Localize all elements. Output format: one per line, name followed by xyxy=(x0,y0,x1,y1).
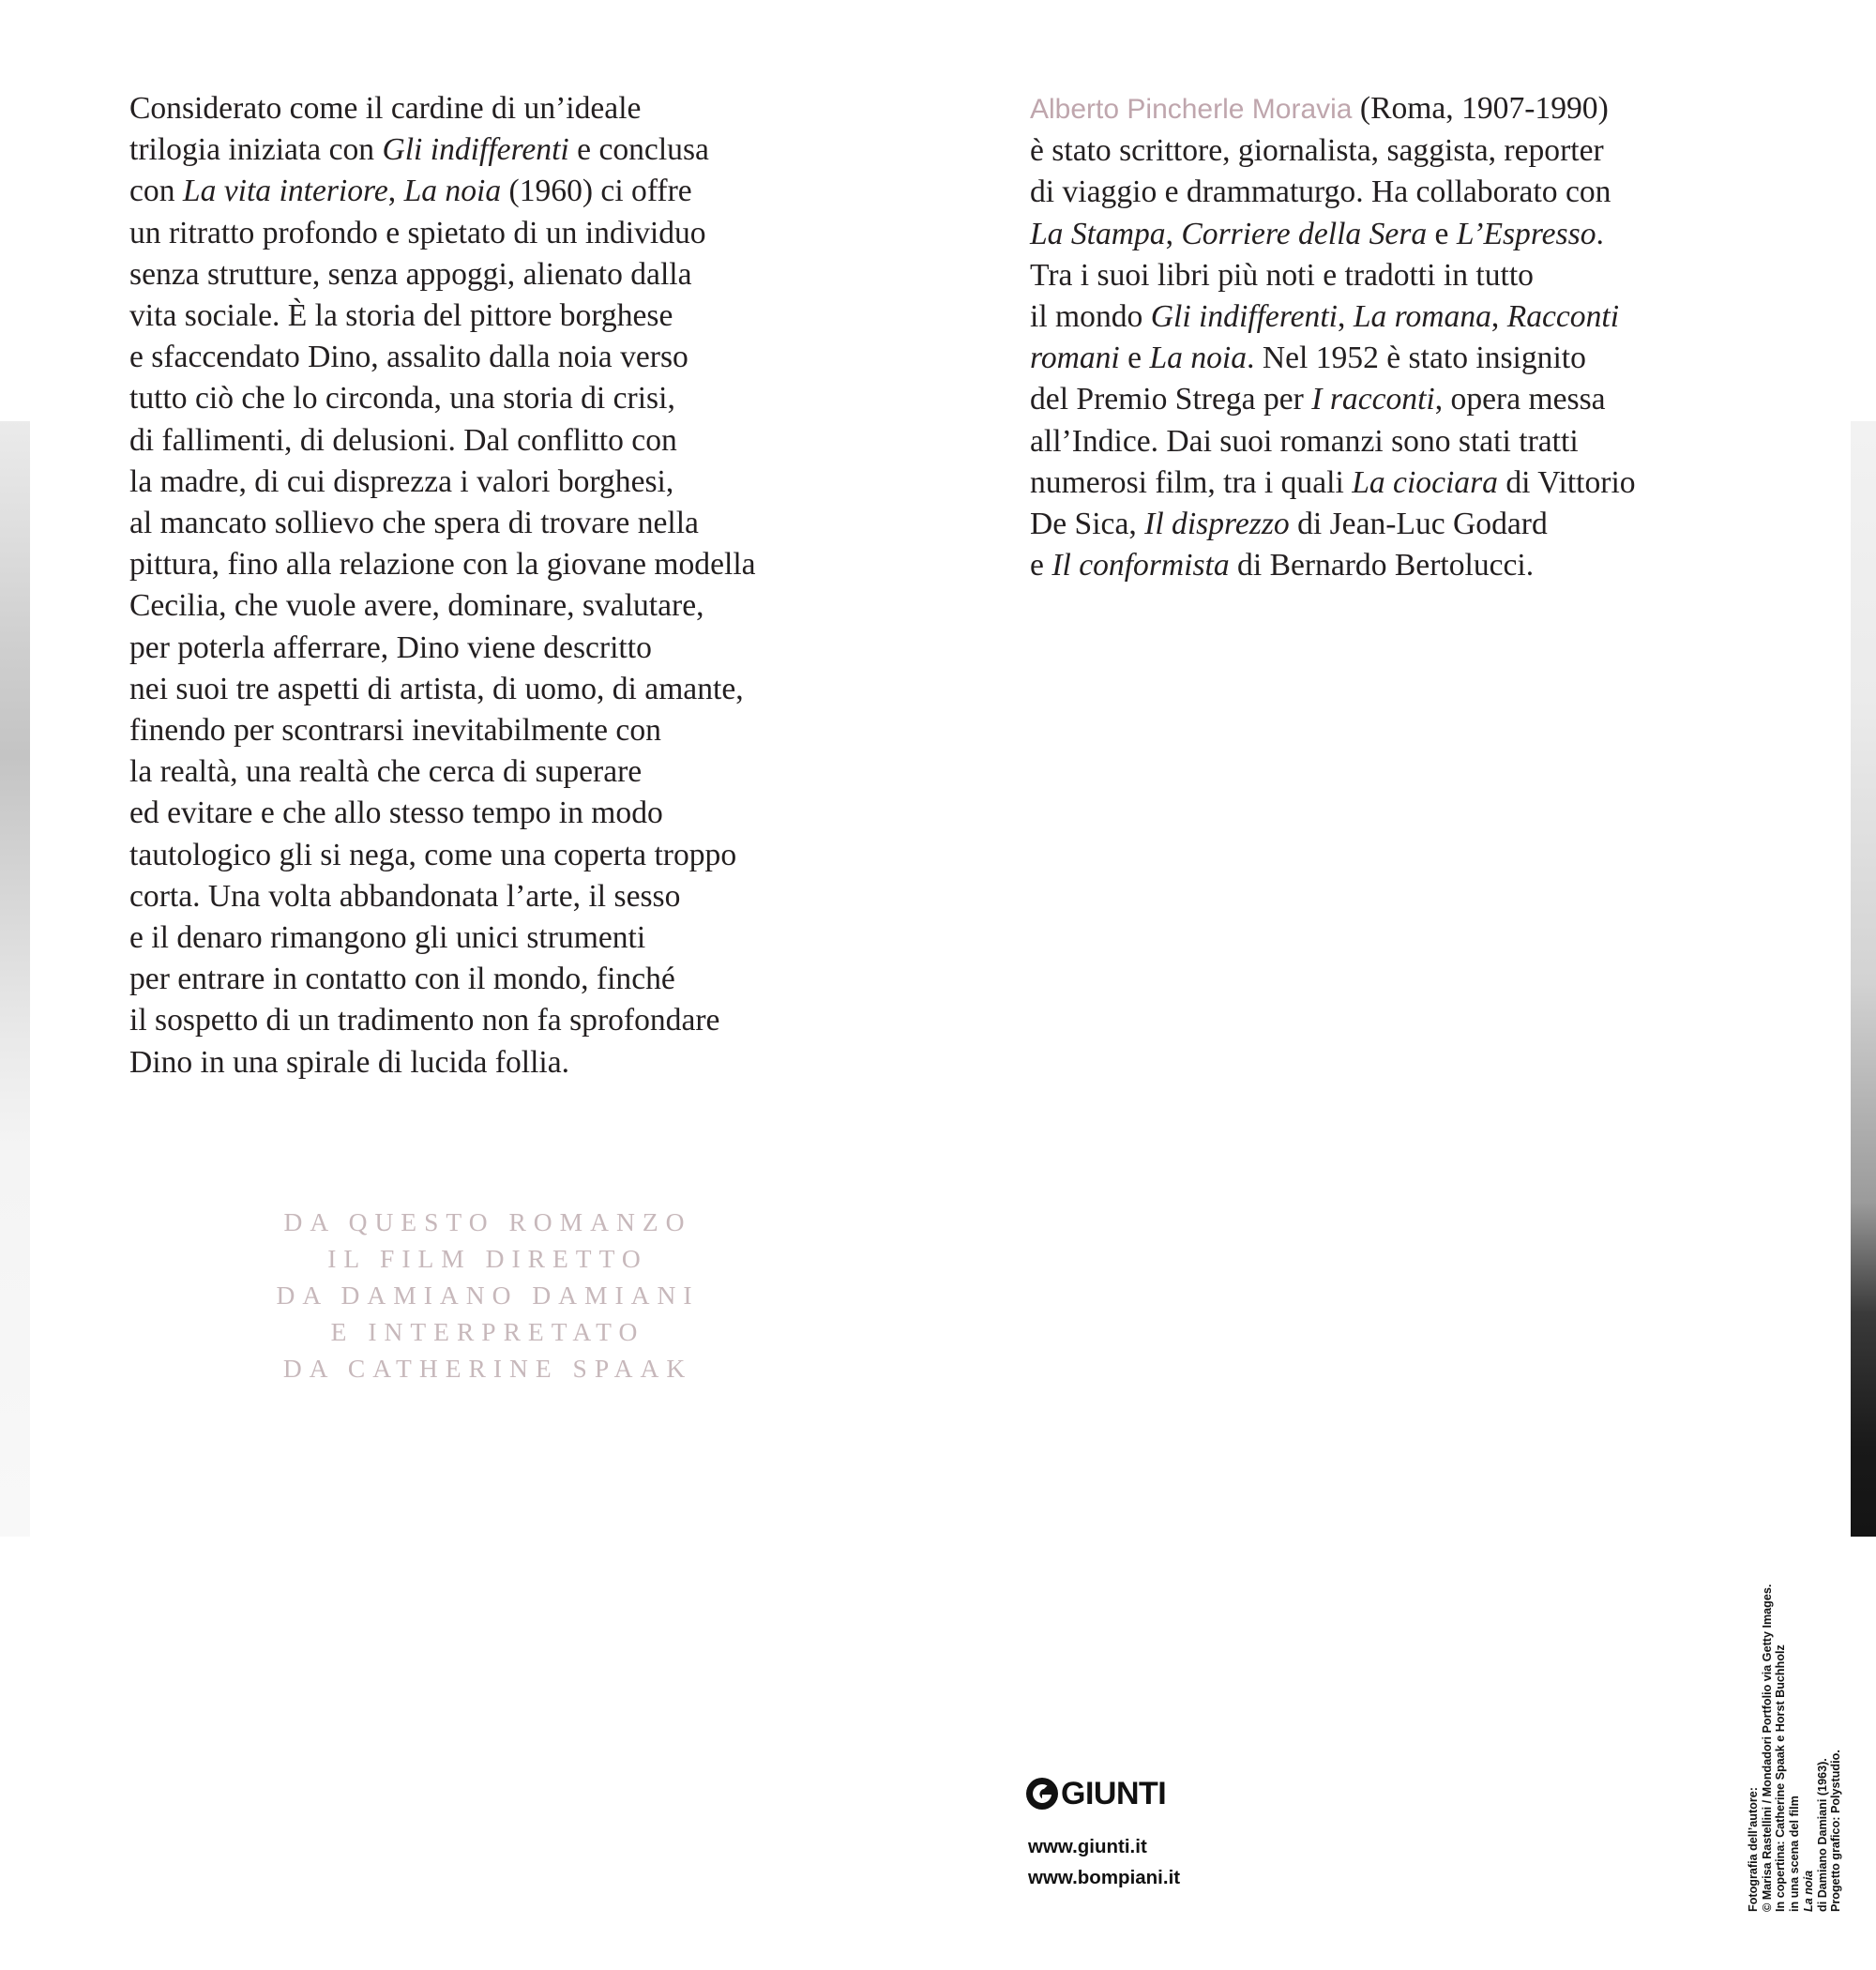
text-segment: e xyxy=(1119,341,1150,376)
text-line xyxy=(129,669,861,710)
text-segment: e conclusa xyxy=(568,132,709,168)
text-segment: e xyxy=(1030,548,1052,583)
text-line xyxy=(1030,504,1743,545)
italic-title: La romana xyxy=(1353,299,1491,335)
text-line xyxy=(129,378,861,419)
text-segment: trilogia iniziata con xyxy=(129,132,383,168)
text-line xyxy=(129,959,861,1000)
text-segment: © Marisa Rastellini / Mondadori Portfolio via Getty Images. xyxy=(1760,1584,1774,1912)
text-segment: il sospetto di un tradimento non fa sprofondare xyxy=(129,1003,720,1038)
italic-title: I racconti xyxy=(1311,382,1435,417)
text-segment: di Jean-Luc Godard xyxy=(1289,507,1548,542)
text-segment: il mondo xyxy=(1030,299,1151,335)
text-segment: (1960) ci offre xyxy=(501,174,692,209)
logo-wordmark: GIUNTI xyxy=(1061,1775,1167,1811)
italic-title: La noia xyxy=(403,174,502,209)
text-segment: (Roma, 1907-1990) xyxy=(1352,91,1609,126)
text-line xyxy=(129,917,861,959)
text-line xyxy=(129,876,861,917)
text-segment: nei suoi tre aspetti di artista, di uomo, di amante, xyxy=(129,671,744,706)
text-segment: e xyxy=(1427,216,1457,251)
giunti-g-icon xyxy=(1025,1777,1059,1811)
url-giunti[interactable]: www.giunti.it xyxy=(1028,1836,1147,1857)
text-segment: vita sociale. È la storia del pittore borghese xyxy=(129,298,673,334)
text-segment: in una scena del film xyxy=(1788,1796,1802,1912)
text-line xyxy=(129,751,861,793)
publisher-urls xyxy=(1028,1831,1180,1893)
author-biography xyxy=(1030,88,1743,586)
author-name: Alberto Pincherle Moravia xyxy=(1030,94,1353,125)
text-line xyxy=(1761,1584,1775,1912)
italic-title: Racconti xyxy=(1506,299,1620,335)
text-line xyxy=(129,296,861,337)
text-line xyxy=(129,420,861,462)
text-line xyxy=(1747,1584,1761,1912)
text-segment: . Nel 1952 è stato insignito xyxy=(1247,341,1586,376)
text-segment: . xyxy=(1596,216,1604,251)
italic-title: La noia xyxy=(1801,1870,1815,1912)
text-segment: , xyxy=(1165,216,1182,251)
text-line xyxy=(1030,130,1743,172)
text-segment: è stato scrittore, giornalista, saggista, reporter xyxy=(1030,133,1604,169)
text-segment: , opera messa xyxy=(1434,382,1606,417)
text-line xyxy=(129,585,861,627)
text-segment: di viaggio e drammaturgo. Ha collaborato con xyxy=(1030,174,1611,210)
text-segment: corta. Una volta abbandonata l’arte, il sesso xyxy=(129,878,681,914)
italic-title: Gli indifferenti xyxy=(1150,299,1339,335)
text-line xyxy=(1030,255,1743,296)
text-segment: all’Indice. Dai suoi romanzi sono stati tratti xyxy=(1030,423,1579,459)
italic-title: Gli indifferenti xyxy=(382,132,569,168)
text-line xyxy=(1030,462,1743,504)
italic-title: romani xyxy=(1030,341,1120,376)
text-line xyxy=(129,1000,861,1041)
italic-title: Corriere della Sera xyxy=(1181,216,1428,251)
text-line xyxy=(129,129,861,171)
text-line xyxy=(129,171,861,212)
text-segment: , xyxy=(1490,299,1507,335)
text-segment: Fotografia dell’autore: xyxy=(1747,1787,1760,1912)
text-segment: di Vittorio xyxy=(1497,464,1636,500)
text-segment: per poterla afferrare, Dino viene descritto xyxy=(129,629,652,665)
text-line xyxy=(129,835,861,876)
text-line xyxy=(1829,1584,1843,1912)
text-line xyxy=(1030,214,1743,255)
text-line xyxy=(129,213,861,254)
text-line xyxy=(1030,421,1743,462)
text-segment: con xyxy=(129,174,183,209)
text-segment: pittura, fino alla relazione con la giovane modella xyxy=(129,547,756,583)
film-note-line: IL FILM DIRETTO xyxy=(327,1244,648,1273)
text-line xyxy=(129,254,861,296)
text-line xyxy=(129,462,861,503)
text-segment: In copertina: Catherine Spaak e Horst Buchholz xyxy=(1774,1644,1788,1912)
text-line xyxy=(1030,88,1743,130)
text-line xyxy=(129,793,861,834)
film-note-line: DA DAMIANO DAMIANI xyxy=(276,1280,700,1310)
url-bompiani[interactable]: www.bompiani.it xyxy=(1028,1867,1181,1888)
photo-credits xyxy=(1747,1584,1843,1912)
italic-title: Il disprezzo xyxy=(1144,507,1290,542)
text-segment: di Damiano Damiani (1963). xyxy=(1815,1758,1829,1912)
text-segment: , xyxy=(1338,299,1354,335)
text-line xyxy=(1030,172,1743,213)
text-segment: la madre, di cui disprezza i valori borghesi, xyxy=(129,463,674,499)
text-line xyxy=(129,544,861,585)
text-segment: tutto ciò che lo circonda, una storia di crisi, xyxy=(129,381,675,417)
cover-photo-edge-right xyxy=(1851,421,1876,1537)
text-line xyxy=(1030,545,1743,586)
text-line xyxy=(129,710,861,751)
italic-title: La Stampa xyxy=(1030,216,1166,251)
text-segment: finendo per scontrarsi inevitabilmente con xyxy=(129,713,661,749)
film-note-line: E INTERPRETATO xyxy=(330,1317,645,1346)
text-segment: e il denaro rimangono gli unici strumenti xyxy=(129,920,646,956)
text-line xyxy=(129,337,861,378)
text-segment: e sfaccendato Dino, assalito dalla noia verso xyxy=(129,340,688,375)
synopsis-paragraph xyxy=(129,88,861,1084)
text-segment: De Sica, xyxy=(1030,507,1145,542)
text-segment: un ritratto profondo e spietato di un individuo xyxy=(129,215,706,250)
italic-title: La ciociara xyxy=(1352,464,1498,500)
text-segment: per entrare in contatto con il mondo, finché xyxy=(129,962,675,997)
text-segment: senza strutture, senza appoggi, alienato dalla xyxy=(129,256,692,292)
italic-title: Il conformista xyxy=(1051,548,1230,583)
text-segment: di Bernardo Bertolucci. xyxy=(1229,548,1535,583)
text-segment: di fallimenti, di delusioni. Dal conflitto con xyxy=(129,422,677,458)
film-note-line: DA QUESTO ROMANZO xyxy=(283,1207,692,1236)
text-segment: Dino in una spirale di lucida follia. xyxy=(129,1044,570,1080)
text-segment: la realtà, una realtà che cerca di superare xyxy=(129,754,643,790)
cover-photo-edge-left xyxy=(0,421,30,1537)
text-line xyxy=(129,1042,861,1084)
text-segment: del Premio Strega per xyxy=(1030,382,1312,417)
text-segment: Cecilia, che vuole avere, dominare, svalutare, xyxy=(129,588,704,624)
film-note-line: DA CATHERINE SPAAK xyxy=(282,1354,693,1383)
text-segment: , xyxy=(387,174,404,209)
text-line xyxy=(1774,1584,1788,1912)
text-line xyxy=(1030,379,1743,420)
text-line xyxy=(129,88,861,129)
film-adaptation-note xyxy=(225,1204,750,1387)
text-line xyxy=(129,503,861,544)
text-line xyxy=(1788,1584,1829,1912)
text-line xyxy=(1030,338,1743,379)
italic-title: L’Espresso xyxy=(1456,216,1596,251)
text-segment: tautologico gli si nega, come una coperta troppo xyxy=(129,837,737,872)
text-line xyxy=(129,628,861,669)
text-segment: Tra i suoi libri più noti e tradotti in tutto xyxy=(1030,257,1534,293)
text-segment: numerosi film, tra i quali xyxy=(1030,464,1353,500)
text-segment: Considerato come il cardine di un’ideale xyxy=(129,91,642,126)
giunti-logo xyxy=(1025,1775,1166,1812)
italic-title: La vita interiore xyxy=(182,174,388,209)
italic-title: La noia xyxy=(1149,341,1248,376)
text-line xyxy=(1030,296,1743,338)
text-segment: Progetto grafico: Polystudio. xyxy=(1829,1750,1843,1912)
text-segment: al mancato sollievo che spera di trovare nella xyxy=(129,506,699,541)
text-segment: ed evitare e che allo stesso tempo in modo xyxy=(129,796,663,831)
